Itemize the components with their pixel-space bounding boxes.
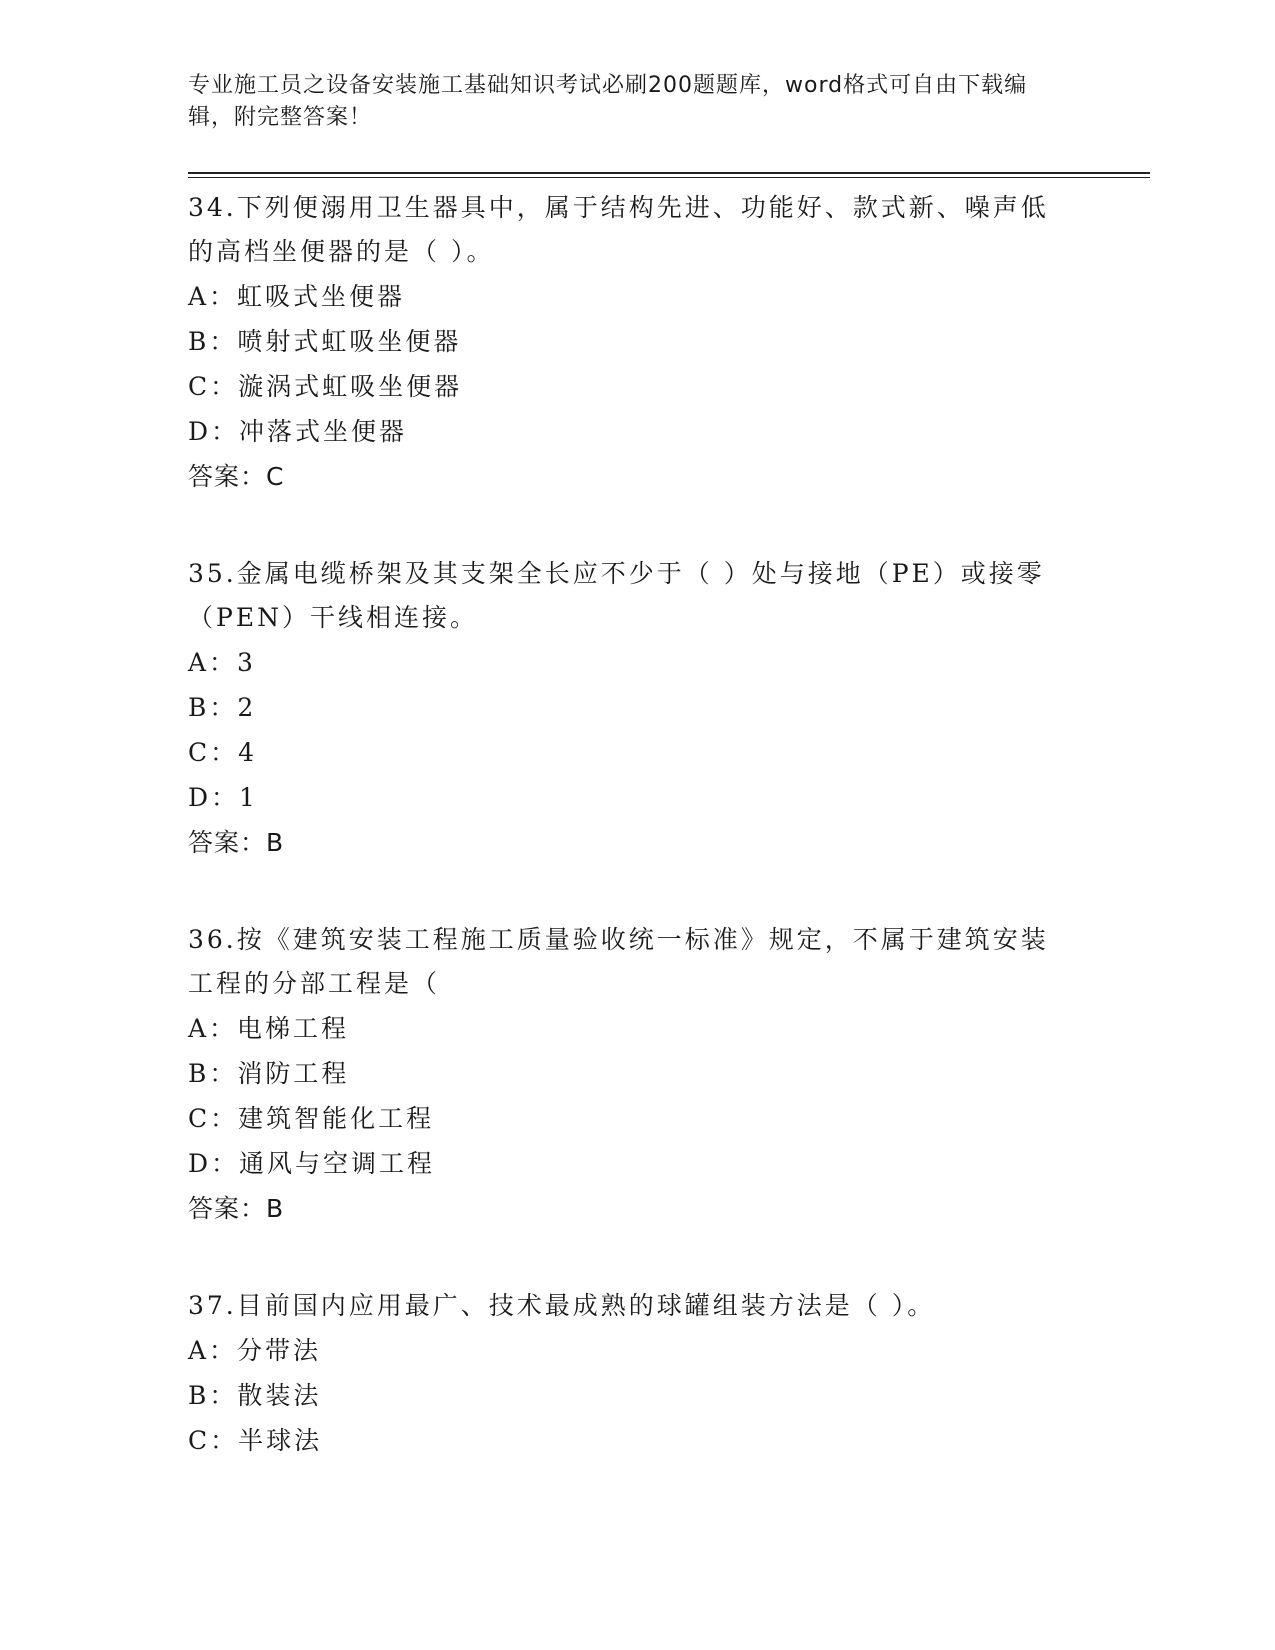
option-a: A：虹吸式坐便器 — [188, 282, 406, 311]
question-37 — [188, 1284, 1148, 1463]
question-36 — [188, 918, 1148, 1231]
document-page — [188, 70, 1148, 1463]
answer: 答案：C — [188, 462, 285, 491]
option-a: A：电梯工程 — [188, 1014, 350, 1043]
option-c: C：4 — [188, 738, 258, 767]
answer: 答案：B — [188, 828, 285, 857]
option-c: C：建筑智能化工程 — [188, 1104, 435, 1133]
question-stem: 34.下列便溺用卫生器具中，属于结构先进、功能好、款式新、噪声低的高档坐便器的是（ ）。 — [188, 193, 1049, 266]
question-stem: 37.目前国内应用最广、技术最成熟的球罐组装方法是（ ）。 — [188, 1291, 936, 1320]
question-35 — [188, 552, 1148, 865]
option-a: A：3 — [188, 648, 256, 677]
document-header: 专业施工员之设备安装施工基础知识考试必刷200题题库，word格式可自由下载编辑，附完整答案！ — [188, 73, 1028, 130]
option-a: A：分带法 — [188, 1336, 322, 1365]
option-b: B：消防工程 — [188, 1059, 350, 1088]
option-b: B：散装法 — [188, 1381, 322, 1410]
header-divider — [188, 172, 1150, 178]
question-stem: 36.按《建筑安装工程施工质量验收统一标准》规定，不属于建筑安装工程的分部工程是（ — [188, 925, 1049, 998]
option-c: C：漩涡式虹吸坐便器 — [188, 372, 463, 401]
option-d: D：通风与空调工程 — [188, 1149, 436, 1178]
question-34 — [188, 186, 1148, 499]
option-d: D：1 — [188, 783, 258, 812]
option-d: D：冲落式坐便器 — [188, 417, 408, 446]
answer: 答案：B — [188, 1194, 285, 1223]
option-c: C：半球法 — [188, 1426, 323, 1455]
option-b: B：喷射式虹吸坐便器 — [188, 327, 462, 356]
option-b: B：2 — [188, 693, 257, 722]
question-stem: 35.金属电缆桥架及其支架全长应不少于（ ）处与接地（PE）或接零（PEN）干线相连接。 — [188, 559, 1045, 632]
